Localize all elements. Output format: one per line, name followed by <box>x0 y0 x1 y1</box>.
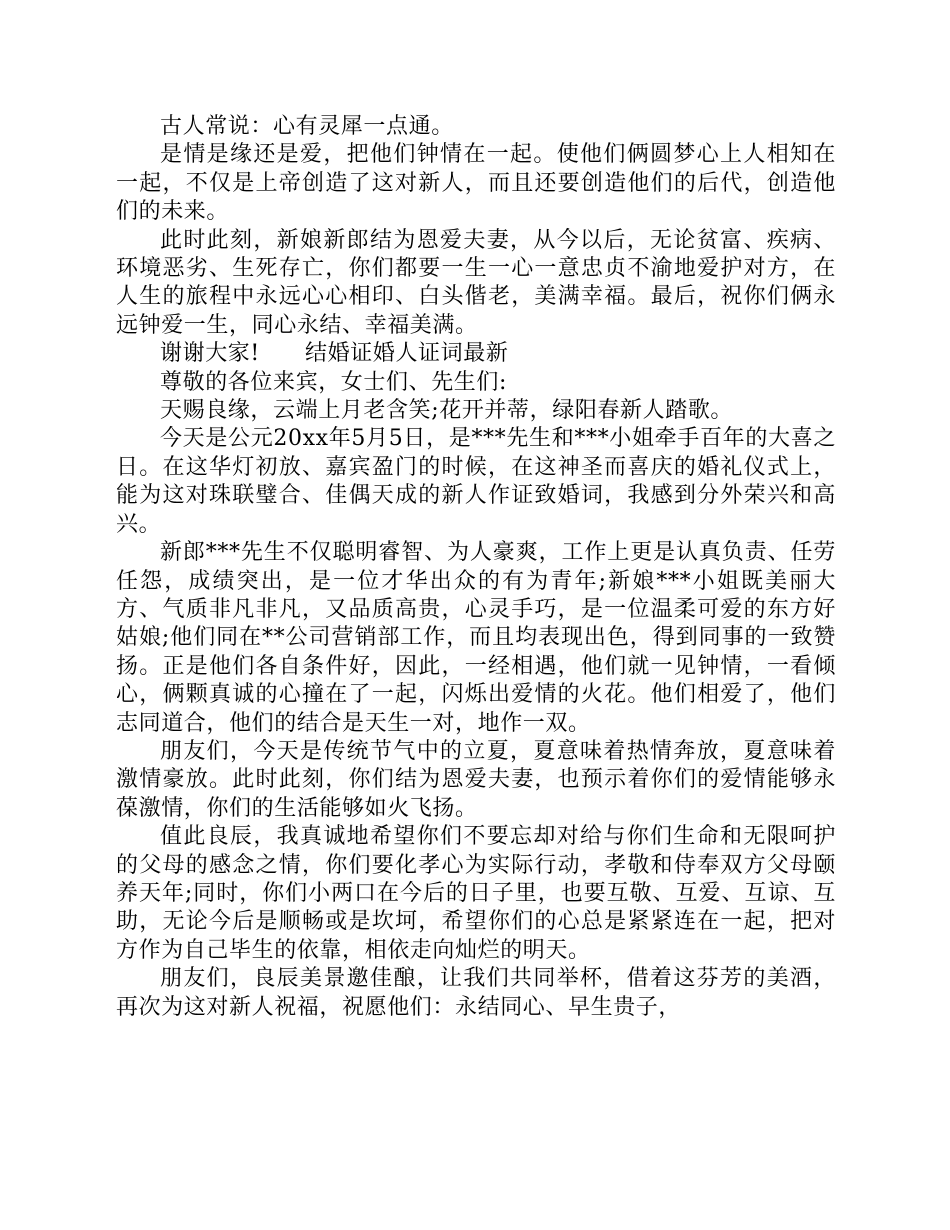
paragraph-vows: 此时此刻，新娘新郎结为恩爱夫妻，从今以后，无论贫富、疾病、环境恶劣、生死存亡，你们都要一生一心一意忠贞不渝地爱护对方，在人生的旅程中永远心心相印、白头偕老，美满幸福。最后，祝你们俩永远钟爱一生，同心永结、幸福美满。 <box>116 227 836 338</box>
paragraph-thanks-title: 谢谢大家! 结婚证婚人证词最新 <box>160 341 509 367</box>
paragraph-date: 今天是公元20xx年5月5日，是***先生和***小姐牵手百年的大喜之日。在这华灯初放、嘉宾盈门的时候，在这神圣而喜庆的婚礼仪式上，能为这对珠联璧合、佳偶天成的新人作证致婚词，我感到分外荣兴和高兴。 <box>116 426 836 537</box>
paragraph-solar-term: 朋友们，今天是传统节气中的立夏，夏意味着热情奔放，夏意味着激情豪放。此时此刻，你们结为恩爱夫妻，也预示着你们的爱情能够永葆激情，你们的生活能够如火飞扬。 <box>116 738 836 821</box>
document-body <box>116 113 836 1022</box>
paragraph-greeting: 尊敬的各位来宾，女士们、先生们: <box>160 369 508 395</box>
paragraph-couplet: 天赐良缘，云端上月老含笑;花开并蒂，绿阳春新人踏歌。 <box>160 398 734 424</box>
paragraph-groom-bride: 新郎***先生不仅聪明睿智、为人豪爽，工作上更是认真负责、任劳任怨，成绩突出，是一位才华出众的有为青年;新娘***小姐既美丽大方、气质非凡非凡，又品质高贵，心灵手巧，是一位温柔可爱的东方好姑娘;他们同在**公司营销部工作，而且均表现出色，得到同事的一致赞扬。正是他们各自条件好，因此，一经相遇，他们就一见钟情，一看倾心，俩颗真诚的心撞在了一起，闪烁出爱情的火花。他们相爱了，他们志同道合，他们的结合是天生一对，地作一双。 <box>116 540 836 736</box>
paragraph-parents: 值此良辰，我真诚地希望你们不要忘却对给与你们生命和无限呵护的父母的感念之情，你们要化孝心为实际行动，孝敬和侍奉双方父母颐养天年;同时，你们小两口在今后的日子里，也要互敬、互爱、互谅、互助，无论今后是顺畅或是坎坷，希望你们的心总是紧紧连在一起，把对方作为自己毕生的依靠，相依走向灿烂的明天。 <box>116 824 836 963</box>
paragraph-toast: 朋友们，良辰美景邀佳酿，让我们共同举杯，借着这芬芳的美酒，再次为这对新人祝福，祝愿他们：永结同心、早生贵子， <box>116 966 836 1020</box>
paragraph-fate-love: 是情是缘还是爱，把他们钟情在一起。使他们俩圆梦心上人相知在一起，不仅是上帝创造了这对新人，而且还要创造他们的后代，创造他们的未来。 <box>116 142 836 225</box>
paragraph-intro-saying: 古人常说：心有灵犀一点通。 <box>160 114 454 139</box>
